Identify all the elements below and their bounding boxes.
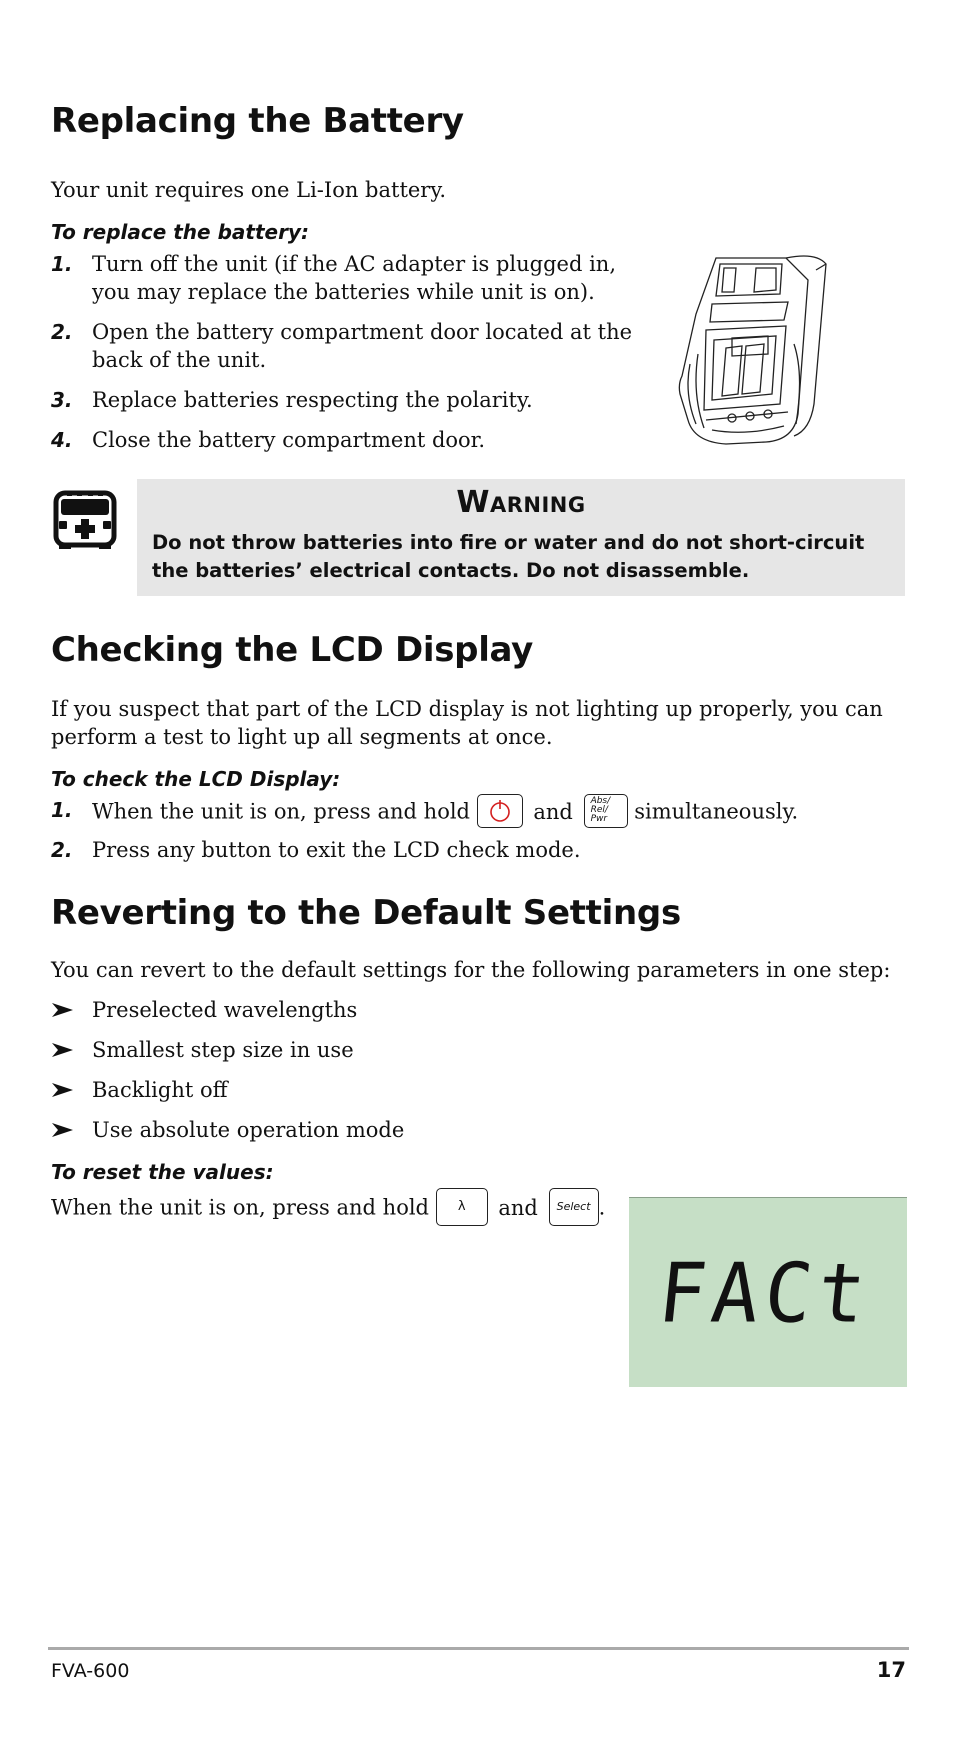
step-number: 2. (51, 320, 73, 344)
step-text-cont: you may replace the batteries while unit is on). (92, 280, 595, 304)
reset-text-middle: and (498, 1195, 538, 1220)
step-text-before: When the unit is on, press and hold (92, 799, 470, 824)
battery-intro: Your unit requires one Li-Ion battery. (51, 178, 447, 202)
warning-box (137, 479, 905, 596)
footer-model: FVA-600 (51, 1660, 130, 1682)
bullet-text: Preselected wavelengths (92, 998, 358, 1022)
step-number: 3. (51, 388, 73, 412)
arrow-bullet-icon (51, 1036, 77, 1064)
step-text: Press any button to exit the LCD check mode. (92, 838, 581, 862)
warning-title: Warning (456, 485, 586, 520)
step-text-cont: back of the unit. (92, 348, 267, 372)
heading-replacing-battery: Replacing the Battery (51, 101, 464, 141)
procedure-title-battery: To replace the battery: (51, 220, 309, 244)
warning-text (152, 529, 893, 585)
step-text: Replace batteries respecting the polarity. (92, 388, 533, 412)
lambda-key-label: λ (457, 1199, 466, 1214)
step-text: Turn off the unit (if the AC adapter is plugged in, (92, 252, 616, 276)
step-text (92, 796, 798, 830)
bullet-text: Use absolute operation mode (92, 1118, 405, 1142)
heading-checking-lcd: Checking the LCD Display (51, 630, 534, 670)
bullet-text: Smallest step size in use (92, 1038, 354, 1062)
lcd-intro-line-1: If you suspect that part of the LCD display is not lighting up properly, you can (51, 697, 883, 721)
key-label-rel: Rel/ (590, 805, 608, 815)
power-key (477, 794, 523, 828)
power-icon (488, 799, 512, 823)
arrow-bullet-icon (51, 1116, 77, 1144)
step-number: 4. (51, 428, 73, 452)
key-label-pwr: Pwr (590, 814, 608, 824)
step-text: Close the battery compartment door. (92, 428, 486, 452)
step-number: 1. (51, 798, 73, 822)
battery-compartment-illustration (676, 254, 862, 450)
lambda-key (436, 1188, 488, 1226)
lcd-intro-line-2: perform a test to light up all segments at once. (51, 725, 553, 749)
bullet-text: Backlight off (92, 1078, 228, 1102)
select-key (549, 1188, 599, 1226)
lcd-display (629, 1197, 907, 1387)
step-text-after: simultaneously. (634, 799, 799, 824)
warning-text-line-2: the batteries’ electrical contacts. Do not disassemble. (152, 559, 750, 582)
reset-text-before: When the unit is on, press and hold (51, 1195, 429, 1220)
select-key-label: Select (556, 1200, 591, 1213)
step-number: 1. (51, 252, 73, 276)
heading-reverting-defaults: Reverting to the Default Settings (51, 893, 681, 933)
defaults-intro: You can revert to the default settings for the following parameters in one step: (51, 958, 891, 982)
procedure-title-reset: To reset the values: (51, 1160, 274, 1184)
reset-instruction (51, 1190, 605, 1228)
procedure-title-lcd: To check the LCD Display: (51, 767, 341, 791)
footer-rule (48, 1647, 909, 1650)
arrow-bullet-icon (51, 996, 77, 1024)
step-text: Open the battery compartment door located at the (92, 320, 633, 344)
warning-text-line-1: Do not throw batteries into fire or water and do not short-circuit (152, 531, 865, 554)
lcd-text: FACt (654, 1246, 876, 1342)
step-number: 2. (51, 838, 73, 862)
arrow-bullet-icon (51, 1076, 77, 1104)
step-text-middle: and (533, 799, 573, 824)
key-label-abs: Abs/ (590, 796, 611, 806)
abs-rel-pwr-key (584, 794, 628, 828)
warning-ambulance-icon (53, 487, 117, 551)
reset-text-after: . (598, 1195, 606, 1220)
page-number: 17 (876, 1658, 906, 1682)
